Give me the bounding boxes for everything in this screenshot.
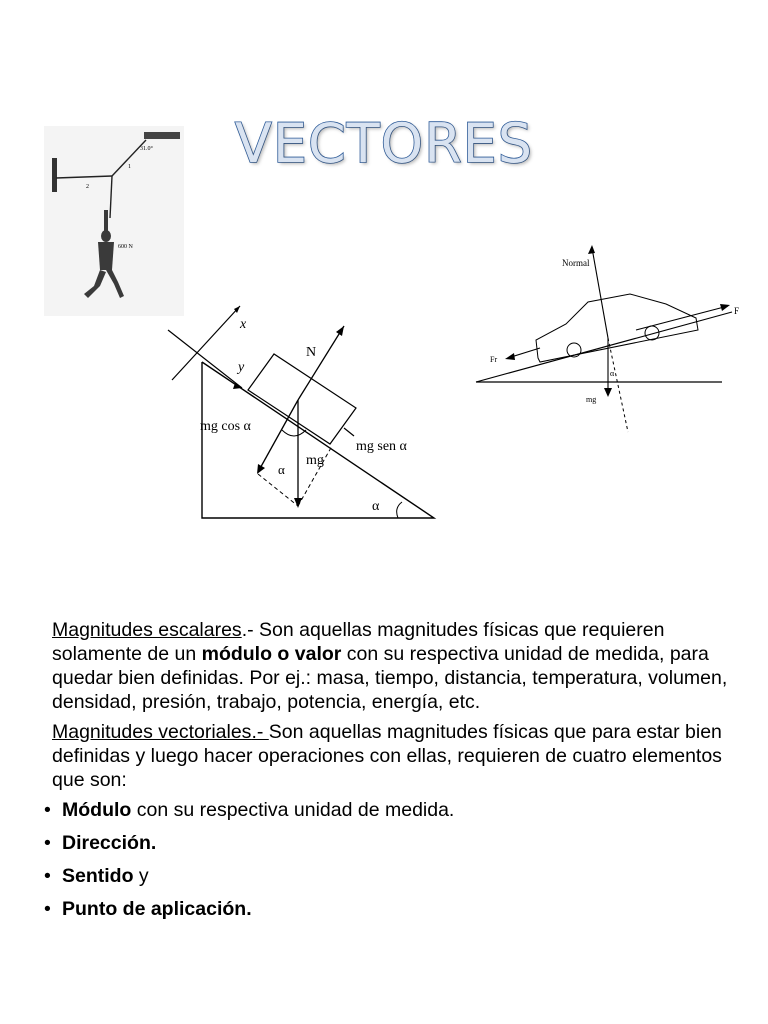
axis-y-label: y xyxy=(238,360,245,375)
body-text xyxy=(52,618,742,930)
list-item xyxy=(44,897,742,921)
angle-label: 31.0° xyxy=(140,146,153,152)
mg-label: mg xyxy=(306,453,324,468)
page-title: VECTORES xyxy=(234,112,534,175)
friction-label: Fr xyxy=(490,355,498,364)
normal-force-label: N xyxy=(306,345,317,360)
force-label: F xyxy=(734,306,740,316)
vector-paragraph xyxy=(52,720,742,792)
list-item-bold: Dirección. xyxy=(62,832,157,854)
rope-1-label: 1 xyxy=(128,164,131,170)
alpha-label-car: α xyxy=(610,369,615,378)
list-item xyxy=(44,864,742,888)
alpha-inner-label: α xyxy=(278,462,285,477)
scalar-term: Magnitudes escalares xyxy=(52,619,242,641)
alpha-base-label: α xyxy=(372,499,380,514)
mg-cos-label: mg cos α xyxy=(200,419,251,434)
list-item-bold: Punto de aplicación. xyxy=(62,898,252,920)
list-item-bold: Módulo xyxy=(62,799,132,821)
scalar-text-a: .- Son aquellas magnitudes físicas que requieren solamente de un xyxy=(52,619,665,665)
vector-text: Son aquellas magnitudes físicas que para estar bien definidas y luego hacer operaciones con ellas, requieren de cuatro elementos que son: xyxy=(52,721,722,791)
hanging-person-figure xyxy=(44,126,184,316)
normal-label: Normal xyxy=(562,258,590,268)
list-item-bold: Sentido xyxy=(62,865,134,887)
mg-sen-label: mg sen α xyxy=(356,439,407,454)
scalar-text-b: con su respectiva unidad de medida, para quedar bien definidas. Por ej.: masa, tiempo, distancia, temperatura, volumen, densidad, presión, trabajo, potencia, energía, etc. xyxy=(52,643,728,713)
scalar-bold: módulo o valor xyxy=(201,643,342,665)
vector-term: Magnitudes vectoriales xyxy=(52,721,252,743)
scalar-paragraph xyxy=(52,618,742,714)
car-on-slope-figure xyxy=(470,240,750,436)
vector-separator: .- xyxy=(251,721,269,743)
weight-label-car: mg xyxy=(586,395,597,404)
rope-2-label: 2 xyxy=(86,184,89,190)
list-item xyxy=(44,798,742,822)
inclined-plane-figure xyxy=(160,296,450,528)
weight-label: 600 N xyxy=(118,244,133,250)
list-item-text: y xyxy=(133,865,149,887)
list-item-text: con su respectiva unidad de medida. xyxy=(131,799,455,821)
list-item xyxy=(44,831,742,855)
axis-x-label: x xyxy=(240,317,247,332)
vector-elements-list xyxy=(44,798,742,921)
